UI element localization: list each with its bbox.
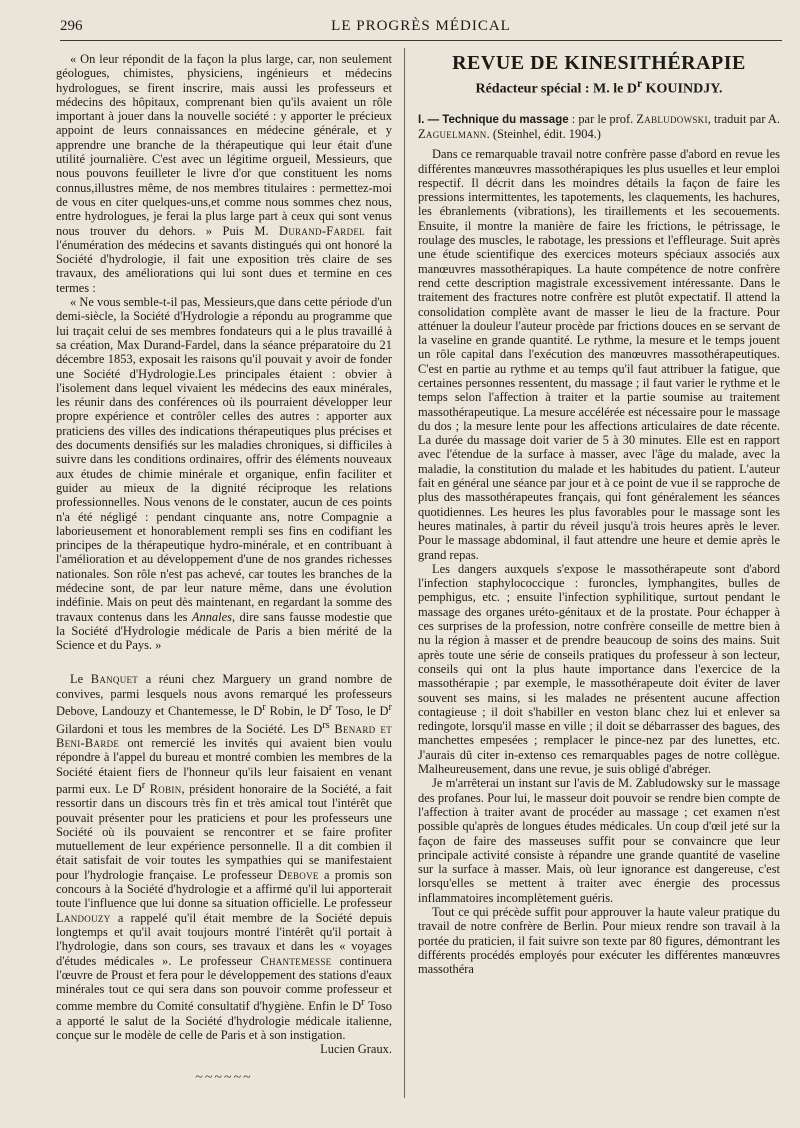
section-title: REVUE DE KINESITHÉRAPIE (452, 52, 746, 74)
banquet-smallcaps: Banquet (90, 672, 139, 687)
banquet-paragraph: Le Banquet a réuni chez Marguery un grand nombre de convives, parmi lesquels nous avons remarqué les professeurs Debove, Landouzy et Chantemesse, le $D^r$ Robin, le $D^r$ Toso, le $D^r$ Gilardoni et tous les membres de la Société. Les $D^{rs}$ Benard et Beni-Barde ont remercié les invités qui avaient bien voulu répondre à l'appel du bureau et montré combien les membres de la Société étaient fiers de l'honneur qu'ils leur faisaient en venant parmi eux. Le $D^r$ Robin, président honoraire de la Société, a fait ressortir dans un discours très fin et très amical tout l'intérêt que pouvait présenter pour les praticiens et pour les professeurs une Société où ils pouvaient se rencontrer et se faire profiter mutuellement de leur expérience personnelle. Il a dit combien il était satisfait de voir toutes les sympathies qui se manifestaient pour l'hydrologie française. Le professeur Debove a promis son concours à la Société d'hydrologie et a affirmé qu'il lui apporterait toute l'influence que lui donne sa situation officielle. Le professeur Landouzy a rappelé qu'il était membre de la Société depuis longtemps et qu'il avait toujours montré l'intérêt qu'il portait à l'hydrologie, dans son cours, ses travaux et dans les « voyages d'études médicales ». Le professeur Chantemesse continuera l'œuvre de Proust et fera pour le développement des stations d'eaux minérales tout ce qui sera dans son pouvoir comme professeur et comme membre du Comité consultatif d'hygiène. Enfin le $D^r$ Toso a apporté le salut de la Société d'hydrologie médicale italienne, conçue sur le modèle de celle de Paris et à son instigation. Lucien Graux. (56, 672, 393, 1057)
review-paragraph-3: Je m'arrêterai un instant sur l'avis de M. Zabludowsky sur le massage des profanes. Pour lui, le masseur doit pouvoir se rendre bien compte de l'affection à traiter avant de procéder au massage ; cet examen n'est possible qu'après de longues études médicales. Un coup d'œil jeté sur la façon de faire des masseuses suffit pour se convaincre que leur principale activité consiste à répandre une grande quantité de vaseline sur la surface à masser. Mais, où leur ignorance est dangereuse, c'est lorsqu'elles se mettent à traiter avec énergie des processus inflammatoires incomplètement guéris. (418, 776, 780, 905)
running-title: LE PROGRÈS MÉDICAL (331, 18, 511, 34)
translator-zaguelmann: Zaguelmann (418, 126, 487, 141)
hydrology-speech-conclusion: « Ne vous semble-t-il pas, Messieurs,que dans cette période d'un demi-siècle, la Société d'Hydrologie a répondu au programme que lui traçait celui de ses membres fondateurs qui a le plus travaillé à sa création, Max Durand-Fardel, dans la séance préparatoire du 21 décembre 1853, exposait les raisons qu'il pouvait y avoir de fonder une Société d'Hydrologie.Les principales étaient : obvier à l'isolement dans lequel vivaient les médecins des eaux minérales, les réunir dans des conférences où ils pourraient développer leur propre expérience et contrôler celles des autres : apporter aux praticiens des villes des indications thérapeutiques plus précises et des documents densifiés sur les maladies chroniques, si difficiles à suivre dans les conditions ordinaires, offrir des éléments nouveaux aux études de chimie minérale et organique, enfin faciliter et guider au mieux de la dignité réciproque les relations professionnelles. Nous venons de le constater, aucun de ces points n'a été négligé : pendant cinquante ans, notre Compagnie a laborieusement et honorablement rempli ses fins en codifiant les principes de la thérapeutique hydro-minérale, et en contribuant à l'amélioration et au développement d'une de nos grandes richesses nationales. Son rôle n'est pas achevé, car toutes les branches de la médecine sont, de par leur nature même, dans une évolution indéfinie. Mais on peut dès maintenant, en regardant la somme des travaux contenus dans les Annales, dire sans fausse modestie que la Société d'Hydrologie médicale de Paris a bien mérité de la Science et du Pays. » (56, 295, 392, 653)
section-editor: Rédacteur spécial : M. le $D^r$ KOUINDJY. (475, 77, 723, 97)
hydrology-speech-paragraph: « On leur répondit de la façon la plus large, car, non seulement géologues, chimistes, physiciens, ingénieurs et médecins hydrologues, se firent inscrire, mais aussi les professeurs et médecins des hôpitaux, comprenant bien qu'ils avaient un rôle important à jouer dans la nouvelle société : y apporter le précieux appoint de leurs connaissances en médecine générale, et y apprendre une branche de la thérapeutique qui leur était d'une utilité journalière. C'est avec un légitime orgueil, Messieurs, que nous pouvons feuilleter le livre d'or que constituent les noms connus,illustres même, de nos membres titulaires : permettez-moi de vous en citer quelques-uns,et comme nous sommes chez nous, entre hydrologues, je ferai la plus large part à ceux qui sont venus nous trouver du dehors. » Puis M. Durand-Fardel fait l'énumération des médecins et savants distingués qui ont honoré la Société d'hydrologie, il fait une exposition très claire de ses travaux, des améliorations qui lui sont dues et termine en ces termes : (56, 52, 392, 295)
header-rule (60, 40, 782, 41)
review-paragraph-1: Dans ce remarquable travail notre confrère passe d'abord en revue les différentes manœuvres massothérapiques les plus usuelles et leur emploi respectif. Il décrit dans les moindres détails la façon de faire les pressions intermittentes, les tapotements, les claquements, les hachures, les ébranlements (vibrations), les tiraillements et les secouements. Ensuite, il montre la manière de faire les frictions, le pétrissage, le roulage des muscles, le rabotage, les pressions et l'effleurage. Suit après une étude scientifique des exercices moteurs spéciaux associés aux manœuvres massothérapiques. La haute compétence de notre confrère rend cette description magistrale excessivement intéressante. Dans le traitement des fractures notre confrère est plutôt expectatif. Il attend la consolidation complète avant de masser le lieu de la fracture. Pour atténuer la douleur l'auteur procède par frictions douces en se servant de la vaseline en grande quantité. Le rythme, la mesure et le temps jouent un rôle capital dans l'exécution des manœuvres massothérapeutiques. C'est en partie au rythme et au temps qu'il faut attribuer la fatigue, que certaines personnes ressentent, du massage ; il faut varier le rythme et le temps selon l'affection à traiter et la partie soumise au traitement massothérapeutique. La mesure accélérée est nécessaire pour le massage du dos ; la mesure lente pour les affections articulaires de date récente. La durée du massage doit varier de 5 à 30 minutes. Elle est en rapport avec l'étendue de la surface à masser, avec l'âge du malade, avec la maladie, la constitution du malade et les habitudes du patient. L'auteur fait en général une séance par jour et à ce point de vue il se rapproche de plus des massothérapeutes français, qui font généralement les séances quotidiennes. Les heures les plus favorables pour le massage sont les heures matinales, à partir du réveil jusqu'à trois heures après le lever. Pour le massage abdominal, il faut attendre une heure et demie après le grand repas. (418, 147, 780, 562)
page-header (60, 14, 782, 42)
name-chantemesse: Chantemesse (260, 953, 332, 968)
page-number: 296 (60, 18, 83, 34)
left-column (56, 52, 392, 1085)
column-divider (404, 48, 405, 1098)
paragraph-gap (56, 652, 392, 672)
author-zabludowski: Zabludowski (636, 111, 708, 126)
review-reference: I. — Technique du massage : par le prof. Zabludowski, traduit par A. Zaguelmann. (Steinhel, édit. 1904.) (418, 111, 780, 141)
right-column (418, 52, 780, 976)
review-paragraph-2: Les dangers auxquels s'expose le massothérapeute sont d'abord l'infection staphylococcique : furoncles, lymphangites, bulles de pemphigus, etc. ; ensuite l'infection syphilitique, surtout pendant le massage des organes uréto-génitaux et de la prostate. Pour échapper à ces surprises de la profession, notre confrère conseille de mettre bien à nu la région à masser et de prendre beaucoup de soins des mains. Suit après toute une série de conseils pratiques du professeur à son lecteur, conseils qui ont la plus haute importance dans l'exercice de la massothérapie ; par exemple, le massothérapeute doit éviter de laver souvent ses mains, si les malades ne présentent aucune affection contagieuse ; il doit s'habiller en veston blanc chez lui et enlever sa redingote, lorsqu'il masse en ville ; il doit se débarrasser des bagues, des manchettes empesées ; remplacer le pince-nez par des lunettes, etc. J'aurais dû citer in-extenso ces remarquables pages de notre collègue. Malheureusement, dans une revue, je suis obligé d'abréger. (418, 561, 780, 777)
name-durand-fardel: Durand-Fardel (279, 223, 365, 238)
review-paragraph-4: Tout ce qui précède suffit pour approuver la haute valeur pratique du travail de notre confrère de Berlin. Pour mieux rendre son travail à la portée du praticien, il fait suivre son texte par 80 figures, démontrant les différents procédés employés pour exécuter les différentes manœuvres massothéra (418, 904, 780, 977)
name-robin: Robin (149, 781, 182, 796)
signature: Lucien Graux. (320, 1042, 392, 1057)
review-heading: I. — Technique du massage (418, 113, 569, 126)
names-benard-beni-barde: Benard et Beni-Barde (56, 721, 393, 750)
ornament-divider: ~~~~~~ (195, 1069, 253, 1085)
name-landouzy: Landouzy (56, 910, 111, 925)
annales-italic: Annales (191, 609, 232, 624)
name-debove: Debove (277, 867, 319, 882)
